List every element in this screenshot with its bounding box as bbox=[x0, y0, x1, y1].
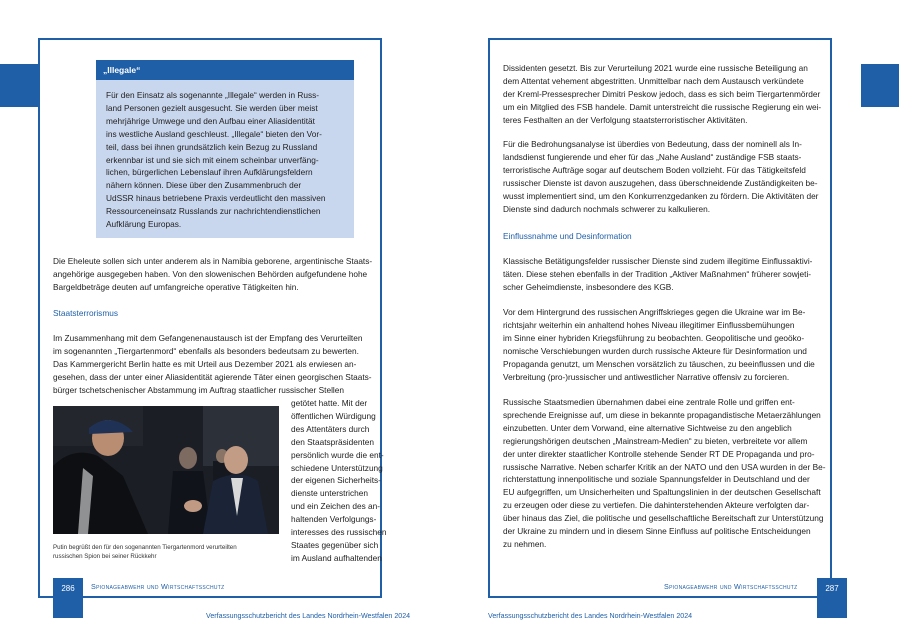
left-edge-tab bbox=[0, 64, 38, 107]
running-head-left: Spionageabwehr und Wirtschaftsschutz bbox=[91, 582, 225, 591]
heading-staatsterrorismus: Staatsterrorismus bbox=[53, 308, 119, 318]
right-paragraph-2: Für die Bedrohungsanalyse ist überdies von Bedeutung, dass der nominell als In- landsdienst fungierende und eher für das „Nahe Ausland“ zuständige FSB staats- terroristische Aufträge sogar auf deutschem Boden vollzieht. Für das Tätigkeitsfeld russischer Dienste ist davon auszugehen, dass überschneidende Zuständigkeiten be- wusst implementiert sind, um den Konkurrenzgedanken zu fördern. Die Aktivitäten der Dienste sind dadurch nochmals schwerer zu kalkulieren. bbox=[503, 139, 819, 214]
right-paragraph-1: Dissidenten gesetzt. Bis zur Verurteilung 2021 wurde eine russische Beteiligung an dem Attentat vehement abgestritten. Unmittelbar nach dem Austausch verkündete der Kreml-Pressesprecher Dimitri Peskow jedoch, dass es sich beim Tiergartenmörder um ein Mitglied des FSB handele. Damit unterstreicht die russische Regierung ein wei- teres Festhalten an der Verfolgung staatsterroristischer Aktivitäten. bbox=[503, 63, 822, 125]
photo-putin-greeting bbox=[53, 406, 279, 534]
right-paragraph-3: Klassische Betätigungsfelder russischer Dienste sind zudem illegitime Einflussaktivi- täten. Diese stehen ebenfalls in der Tradition „Aktiver Maßnahmen“ früherer sowjeti- scher Geheimdienste, insbesondere des KGB. bbox=[503, 256, 813, 292]
running-head-right: Spionageabwehr und Wirtschaftsschutz bbox=[664, 582, 798, 591]
heading-einflussnahme: Einflussnahme und Desinformation bbox=[503, 231, 632, 241]
info-box-title: „Illegale“ bbox=[96, 60, 354, 80]
right-paragraph-5: Russische Staatsmedien übernahmen dabei eine zentrale Rolle und griffen ent- sprechende Ereignisse auf, um diese in bekannte propagandistische Metaerzählungen einzubetten. Unter dem Vorwand, eine alternative Sichtweise zu den angeblich regierungshörigen deutschen „Mainstream-Medien“ zu bieten, verbreitete vor allem der unter direkter staatlicher Kontrolle stehende Sender RT DE Propaganda und pro- russische Narrative. Neben scharfer Kritik an der NATO und den USA wurden in der Be- richterstattung innenpolitische und soziale Spannungsfelder in Deutschland und der EU aufgegriffen, um Unsicherheiten und Spaltungslinien in der deutschen Gesellschaft zu erzeugen oder diese zu vertiefen. Die dahinterstehenden Akteure verfolgten dar- über hinaus das Ziel, die politische und gesellschaftliche Bereitschaft zur Unterstützung der Ukraine zu mindern und in diesem Sinne Einfluss auf politische Entscheidungen zu nehmen. bbox=[503, 397, 826, 549]
right-paragraph-4: Vor dem Hintergrund des russischen Angriffskrieges gegen die Ukraine war im Be- richtsjahr weiterhin ein anhaltend hohes Niveau illegitimer Einflussbemühungen im Sinne einer hybriden Kriegsführung zu beobachten. Geopolitische und geoöko- nomische Verschiebungen wurden durch russische Akteure für Desinformation und Propaganda genutzt, um Menschen vorsätzlich zu täuschen, zu beeinflussen und die Verbreitung (pro-)russischer und antiwestlicher Narrative offensiv zu forcieren. bbox=[503, 307, 815, 382]
left-paragraph-1: Die Eheleute sollen sich unter anderem als in Namibia geborene, argentinische Staats- angehörige ausgegeben haben. Von den slowenischen Behörden aufgefundene hohe Bargeldbeträge deuten auf umfangreiche operative Tätigkeiten hin. bbox=[53, 256, 373, 292]
photo-illustration bbox=[53, 406, 279, 534]
page-number-right: 287 bbox=[817, 578, 847, 618]
illegale-info-box bbox=[96, 60, 354, 238]
info-box-text: Für den Einsatz als sogenannte „Illegale“ werden in Russ- land Personen gezielt ausgesucht. Sie werden über meist mehrjährige Umwege und den Aufbau einer Aliasidentität ins westliche Ausland geschleust. „Illegale“ bieten den Vor- teil, dass bei ihnen grundsätzlich kein Bezug zu Russland erkennbar ist und sie sich mit einem scheinbar unverfäng- lichen, bürgerlichen Lebenslauf ihren Aufklärungsfeldern nähern können. Diese über den Zusammenbruch der UdSSR hinaus betriebene Praxis verdeutlicht den massiven Ressourceneinsatz Russlands zur nachrichtendienstlichen Aufklärung Europas. bbox=[106, 90, 326, 230]
photo-caption: Putin begrüßt den für den sogenannten Tiergartenmord verurteilten russischen Spion bei seiner Rückkehr bbox=[53, 544, 237, 560]
left-paragraph-2-continued: getötet hatte. Mit der öffentlichen Würdigung des Attentäters durch den Staatspräsidenten persönlich wurde die ent- schiedene Unterstützung der eigenen Sicherheits- dienste unterstrichen und ein Zeichen des an- haltenden Verfolgungs- interesses des russischen Staates gegenüber sich im Ausland aufhaltenden bbox=[291, 398, 387, 563]
footer-right: Verfassungsschutzbericht des Landes Nordrhein-Westfalen 2024 bbox=[488, 612, 693, 620]
right-edge-tab bbox=[861, 64, 899, 107]
left-paragraph-2: Im Zusammenhang mit dem Gefangenenaustausch ist der Empfang des Verurteilten im sogenannten „Tiergartenmord“ ebenfalls als besonders bedeutsam zu bewerten. Das Kammergericht Berlin hatte es mit Urteil aus Dezember 2021 als erwiesen an- gesehen, dass der unter einer Aliasidentität agierende Täter einen georgischen Staats- bürger tschetschenischer Abstammung im Auftrag staatlicher russischer Stellen bbox=[53, 333, 372, 395]
page-number-left: 286 bbox=[53, 578, 83, 618]
footer-left: Verfassungsschutzbericht des Landes Nordrhein-Westfalen 2024 bbox=[206, 612, 411, 620]
